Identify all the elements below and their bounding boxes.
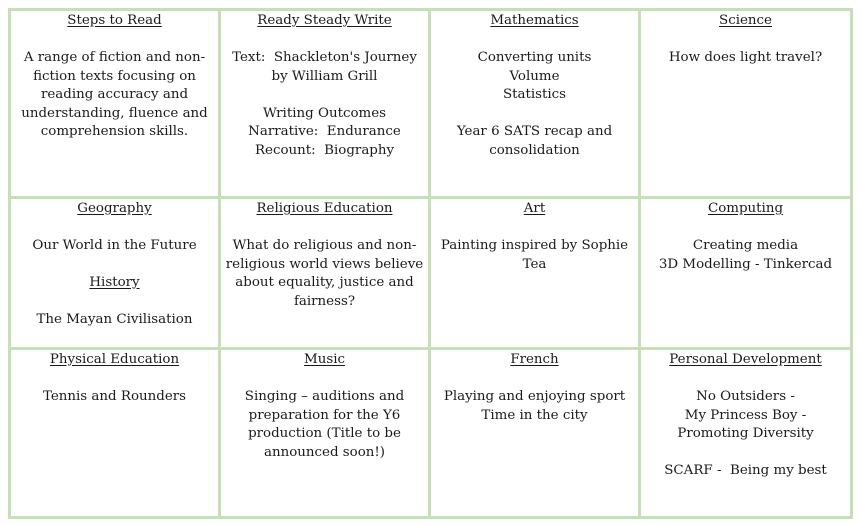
spacer [15, 370, 214, 389]
content-line: The Mayan Civilisation [36, 312, 193, 327]
section-heading: Art [523, 201, 546, 216]
spacer [15, 219, 214, 238]
content-line: Playing and enjoying sport [443, 389, 626, 404]
curriculum-grid [8, 8, 853, 519]
cell-physical-education [11, 350, 221, 516]
section-heading: Computing [707, 201, 784, 216]
section-heading: Geography [77, 201, 152, 216]
content-line: Text: Shackleton's Journey by William Grill [232, 50, 422, 84]
spacer [15, 31, 214, 50]
spacer [435, 31, 634, 50]
cell-art [431, 199, 641, 350]
section-heading: Ready Steady Write [257, 13, 392, 28]
content-line: Statistics [502, 87, 567, 102]
spacer [435, 370, 634, 389]
content-line: How does light travel? [668, 50, 823, 65]
content-line: Singing – auditions and preparation for the Y6 production (Title to be announced soon!) [244, 389, 409, 460]
spacer [435, 105, 634, 124]
content-line: SCARF - Being my best [664, 463, 827, 478]
section-heading: Science [719, 13, 772, 28]
cell-music [221, 350, 431, 516]
spacer [645, 219, 846, 238]
section-heading: Religious Education [256, 201, 393, 216]
spacer [645, 31, 846, 50]
content-line: My Princess Boy - Promoting Diversity [677, 407, 815, 441]
section-heading: Personal Development [669, 352, 822, 367]
content-line: Recount: Biography [254, 142, 395, 158]
cell-steps-to-read [11, 11, 221, 199]
content-line: Tennis and Rounders [42, 389, 187, 404]
content-line: Writing Outcomes [263, 105, 386, 121]
cell-geography-history [11, 199, 221, 350]
spacer [225, 31, 424, 50]
content-line: Our World in the Future [32, 238, 197, 253]
content-line: Volume [509, 68, 560, 84]
section-heading: French [510, 352, 559, 367]
content-line: Narrative: Endurance [248, 124, 401, 139]
cell-science [641, 11, 850, 199]
cell-french [431, 350, 641, 516]
section-heading: Physical Education [49, 352, 180, 367]
cell-mathematics [431, 11, 641, 199]
spacer [225, 370, 424, 389]
spacer [645, 370, 846, 389]
section-heading: Music [304, 352, 345, 367]
content-line: A range of fiction and non-fiction texts focusing on reading accuracy and understanding, fluence and comprehension skills. [21, 50, 213, 139]
spacer [15, 293, 214, 312]
spacer [15, 256, 214, 275]
content-line: Time in the city [481, 407, 588, 423]
cell-religious-education [221, 199, 431, 350]
content-line: 3D Modelling - Tinkercad [658, 256, 833, 272]
section-heading: Steps to Read [67, 13, 162, 28]
spacer [225, 219, 424, 238]
spacer [645, 444, 846, 463]
cell-ready-steady-write [221, 11, 431, 199]
content-line: Year 6 SATS recap and consolidation [456, 124, 617, 158]
content-line: Painting inspired by Sophie Tea [440, 238, 633, 272]
cell-computing [641, 199, 850, 350]
cell-personal-development [641, 350, 850, 516]
content-line: Converting units [477, 50, 592, 65]
spacer [435, 219, 634, 238]
content-line: No Outsiders - [696, 389, 795, 404]
section-heading: Mathematics [490, 13, 579, 28]
section-heading: History [89, 275, 140, 290]
content-line: What do religious and non-religious world views believe about equality, justice and fairness? [225, 238, 428, 309]
spacer [225, 86, 424, 105]
content-line: Creating media [692, 238, 799, 253]
